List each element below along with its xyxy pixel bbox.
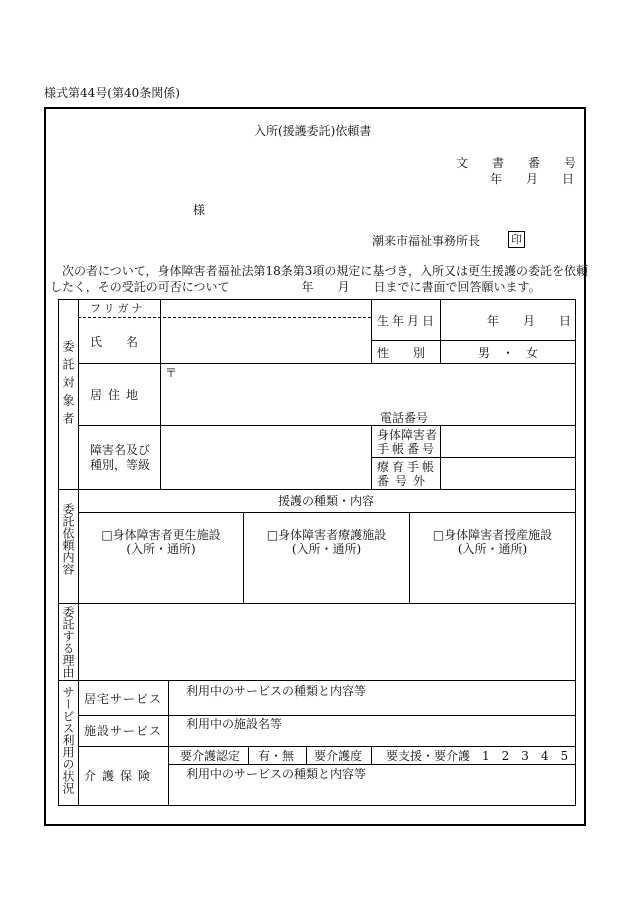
postal-mark: 〒: [165, 366, 178, 380]
sep-address-disability: [78, 425, 576, 426]
request-option-1: [79, 528, 243, 556]
disability-label-2: 種別，等級: [90, 458, 151, 472]
gender-value: 男 ・ 女: [478, 346, 539, 360]
care-cert-value: 有・無: [258, 749, 295, 763]
table-left: [58, 299, 59, 805]
sep-home-facility: [78, 715, 576, 716]
facility-service-desc: 利用中の施設名等: [186, 717, 283, 731]
seal-mark: 印: [508, 231, 525, 248]
care-level-value: 要支援・要介護 1 2 3 4 5: [386, 749, 569, 763]
care-col-1: [248, 746, 249, 764]
table-top: [58, 299, 576, 300]
sep-request-header: [78, 512, 576, 513]
form-id: 様式第44号(第40条関係): [44, 86, 180, 100]
sep-birth-gender: [371, 340, 576, 341]
birth-left: [371, 299, 372, 363]
birth-right: [440, 299, 441, 363]
ryoiku-label-1: 療育手帳: [377, 460, 438, 474]
sep-care-detail: [168, 764, 576, 765]
request-option-2-name: □身体障害者療護施設: [266, 528, 387, 542]
handbook-label-1: 身体障害者: [377, 428, 438, 442]
care-level-label: 要介護度: [314, 749, 363, 763]
care-col-3: [371, 746, 372, 764]
sep-subject-request: [58, 489, 576, 490]
care-insurance-label: 介護保険: [84, 769, 157, 783]
sep-reason-services: [58, 680, 576, 681]
care-service-desc: 利用中のサービスの種類と内容等: [186, 767, 367, 781]
request-col-1: [243, 512, 244, 603]
handbook-label-2: 手帳番号: [377, 442, 438, 456]
care-cert-label: 要介護認定: [180, 749, 241, 763]
table-right: [575, 299, 576, 805]
name-label: 氏 名: [90, 335, 139, 349]
sep-handbook-ryoiku: [371, 457, 576, 458]
home-service-desc: 利用中のサービスの種類と内容等: [186, 684, 367, 698]
sep-facility-care: [78, 746, 576, 747]
form-title: 入所(援護委託)依頼書: [254, 124, 372, 138]
birth-value: 年 月 日: [487, 314, 572, 328]
request-option-3: [410, 528, 575, 556]
request-option-1-sub: (入所・通所): [126, 542, 196, 556]
request-option-1-name: □身体障害者更生施設: [101, 528, 221, 542]
intro-line-2: したく，その受託の可否について 年 月 日までに書面で回答願います。: [50, 280, 541, 294]
subject-field-divider: [160, 299, 161, 489]
facility-service-label: 施設サービス: [84, 724, 163, 738]
section-label-request: 委託依頼内容: [61, 503, 75, 575]
intro-line-1: 次の者について，身体障害者福祉法第18条第3項の規定に基づき，入所又は更生援護の委託を依頼: [62, 264, 588, 278]
doc-date-label: 年 月 日: [490, 172, 575, 186]
care-col-2: [306, 746, 307, 764]
furigana-label: フリガナ: [90, 302, 146, 315]
sep-name-address: [78, 363, 576, 364]
request-option-3-sub: (入所・通所): [457, 542, 528, 556]
birth-label: 生年月日: [377, 314, 438, 328]
services-field-divider: [168, 680, 169, 805]
section-label-subject: 委託対象者: [61, 340, 75, 430]
request-option-2: [244, 528, 409, 556]
section-label-reason: 委託する理由: [61, 606, 75, 678]
doc-number-label: 文 書 番 号: [456, 156, 577, 170]
table-bottom: [58, 805, 576, 806]
request-type-header: 援護の種類・内容: [278, 494, 375, 508]
address-label: 居住地: [90, 388, 145, 402]
gender-label: 性 別: [377, 346, 426, 360]
disability-label-1: 障害名及び: [90, 443, 151, 457]
request-option-2-sub: (入所・通所): [291, 542, 362, 556]
phone-label: 電話番号: [380, 411, 429, 425]
section-label-services: サービス利用の状況: [61, 686, 75, 794]
home-service-label: 居宅サービス: [84, 692, 163, 706]
sep-request-reason: [58, 603, 576, 604]
ryoiku-label-2: 番号外: [377, 474, 432, 488]
request-col-2: [409, 512, 410, 603]
sender: 潮来市福祉事務所長: [372, 234, 481, 248]
furigana-dash: [78, 317, 371, 318]
request-option-3-name: □身体障害者授産施設: [432, 528, 553, 542]
addressee-suffix: 様: [193, 203, 206, 217]
